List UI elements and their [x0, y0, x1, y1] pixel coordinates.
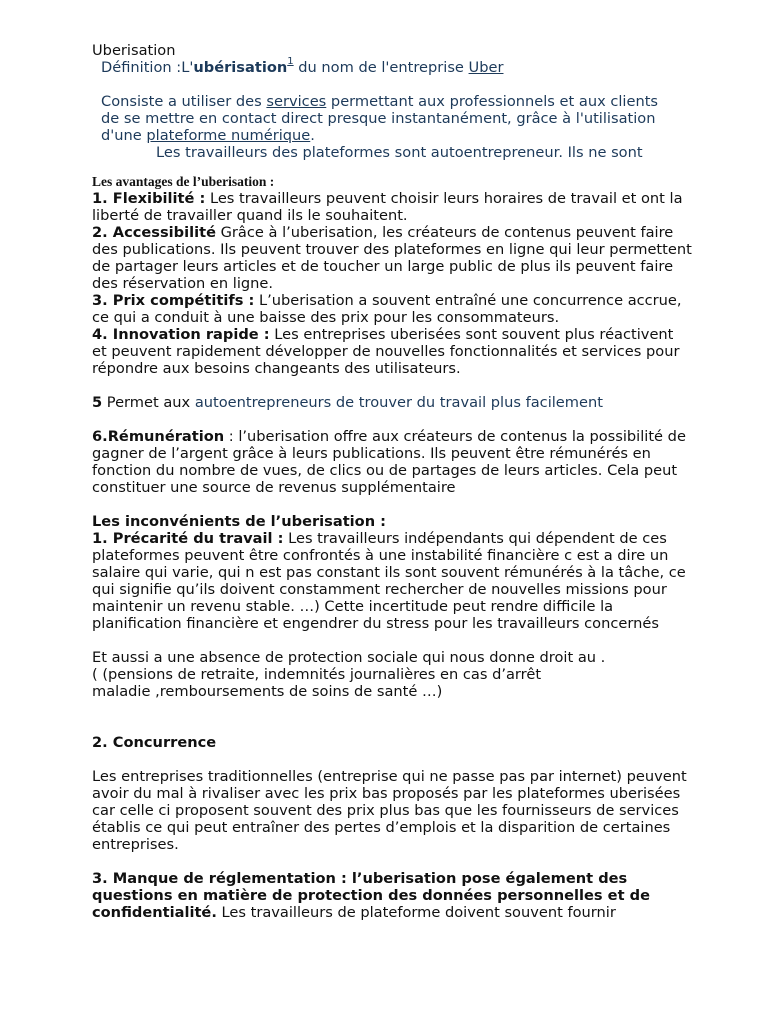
- advantage-text: Grâce à l’uberisation, les créateurs de contenus peuvent faire des publications. Ils peuvent trouver des plateformes en ligne qui leur permettent de partager leurs articles et de toucher un large public de plus ils peuvent faire des réservation en ligne.: [92, 224, 692, 292]
- point-6-label: 6.Rémunération: [92, 428, 225, 445]
- concurrence-paragraph: Les entreprises traditionnelles (entreprise qui ne passe pas par internet) peuvent avoir du mal à rivaliser avec les prix bas proposés par les plateformes uberisées car celle ci proposent souvent des prix plus bas que les fournisseurs de services établis ce qui peut entraîner des pertes d’emplois et la disparition de certaines entreprises.: [92, 768, 687, 853]
- protection-line: maladie ,remboursements de soins de santé …): [92, 683, 443, 700]
- definition-prefix: Définition :L': [101, 59, 194, 76]
- definition-suffix: du nom de l'entreprise: [293, 59, 469, 76]
- protection-line: ( (pensions de retraite, indemnités journalières en cas d’arrêt: [92, 666, 542, 683]
- advantage-label: 4. Innovation rapide :: [92, 326, 270, 343]
- inconvenients-heading-text: Les inconvénients de l’uberisation :: [92, 513, 387, 530]
- intro-block: [92, 56, 676, 161]
- advantage-item: [92, 292, 692, 326]
- point-6: [92, 428, 692, 496]
- consiste-text-2: permettant aux professionnels et aux clients de se mettre en contact direct presque instantanément, grâce à l'utilisation d'une: [101, 93, 659, 144]
- advantage-label: 1. Flexibilité :: [92, 190, 206, 207]
- plateforme-link[interactable]: plateforme numérique: [146, 127, 311, 144]
- advantages-heading: Les avantages de l’uberisation :: [92, 174, 275, 189]
- inconvenients-heading: [92, 513, 692, 530]
- advantage-text: Les entreprises uberisées sont souvent plus réactivent et peuvent rapidement développer de nouvelles fonctionnalités et services pour répondre aux besoins changeants des utilisateurs.: [92, 326, 680, 377]
- consiste-text-1: Consiste a utiliser des: [101, 93, 267, 110]
- consiste-paragraph: [101, 93, 676, 144]
- reglementation-text: Les travailleurs de plateforme doivent souvent fournir: [216, 904, 616, 921]
- precarite-label: 1. Précarité du travail :: [92, 530, 284, 547]
- advantage-text: L’uberisation a souvent entraîné une concurrence accrue, ce qui a conduit à une baisse des prix pour les consommateurs.: [92, 292, 682, 326]
- advantage-item: [92, 224, 692, 292]
- definition-term: ubérisation: [193, 59, 288, 76]
- reglementation-paragraph: [92, 870, 692, 921]
- point-5-label: 5: [92, 394, 103, 411]
- concurrence-heading-text: 2. Concurrence: [92, 734, 217, 751]
- advantage-item: [92, 190, 692, 224]
- point-5-highlight: autoentrepreneurs de trouver du travail plus facilement: [194, 394, 603, 411]
- advantage-item: [92, 326, 692, 377]
- advantage-label: 2. Accessibilité: [92, 224, 216, 241]
- point-5-text: Permet aux: [102, 394, 195, 411]
- autoentrepreneur-line: Les travailleurs des plateformes sont autoentrepreneur. Ils ne sont: [156, 144, 643, 161]
- point-5: [92, 394, 692, 411]
- definition-line: [101, 56, 676, 76]
- footnote-link[interactable]: 1: [287, 56, 294, 67]
- consiste-text-3: .: [310, 127, 315, 144]
- precarite-paragraph: [92, 530, 692, 632]
- uber-link[interactable]: Uber: [468, 59, 504, 76]
- precarite-text: Les travailleurs indépendants qui dépendent de ces plateformes peuvent être confrontés à une instabilité financière c est a dire un salaire qui varie, qui n est pas constant ils sont souvent rémunérés à la tâche, ce qui signifie qu’ils doivent constamment rechercher de nouvelles missions pour maintenir un revenu stable. …) Cette incertitude peut rendre difficile la planification financière et engendrer du stress pour les travailleurs concernés: [92, 530, 686, 632]
- document-body: [92, 173, 692, 921]
- reglementation-label: 3. Manque de réglementation : l’uberisation pose également des questions en matière de protection des données personnelles et de confidentialité.: [92, 870, 650, 921]
- advantage-label: 3. Prix compétitifs :: [92, 292, 255, 309]
- services-link[interactable]: services: [266, 93, 327, 110]
- protection-line: Et aussi a une absence de protection sociale qui nous donne droit au .: [92, 649, 606, 666]
- document-title: Uberisation: [92, 42, 176, 59]
- advantage-text: Les travailleurs peuvent choisir leurs horaires de travail et ont la liberté de travailler quand ils le souhaitent.: [92, 190, 683, 224]
- point-6-text: : l’uberisation offre aux créateurs de contenus la possibilité de gagner de l’argent grâce à leurs publications. Ils peuvent être rémunérés en fonction du nombre de vues, de clics ou de partages de leurs articles. Cela peut constituer une source de revenus supplémentaire: [92, 428, 686, 496]
- concurrence-heading: [92, 734, 692, 751]
